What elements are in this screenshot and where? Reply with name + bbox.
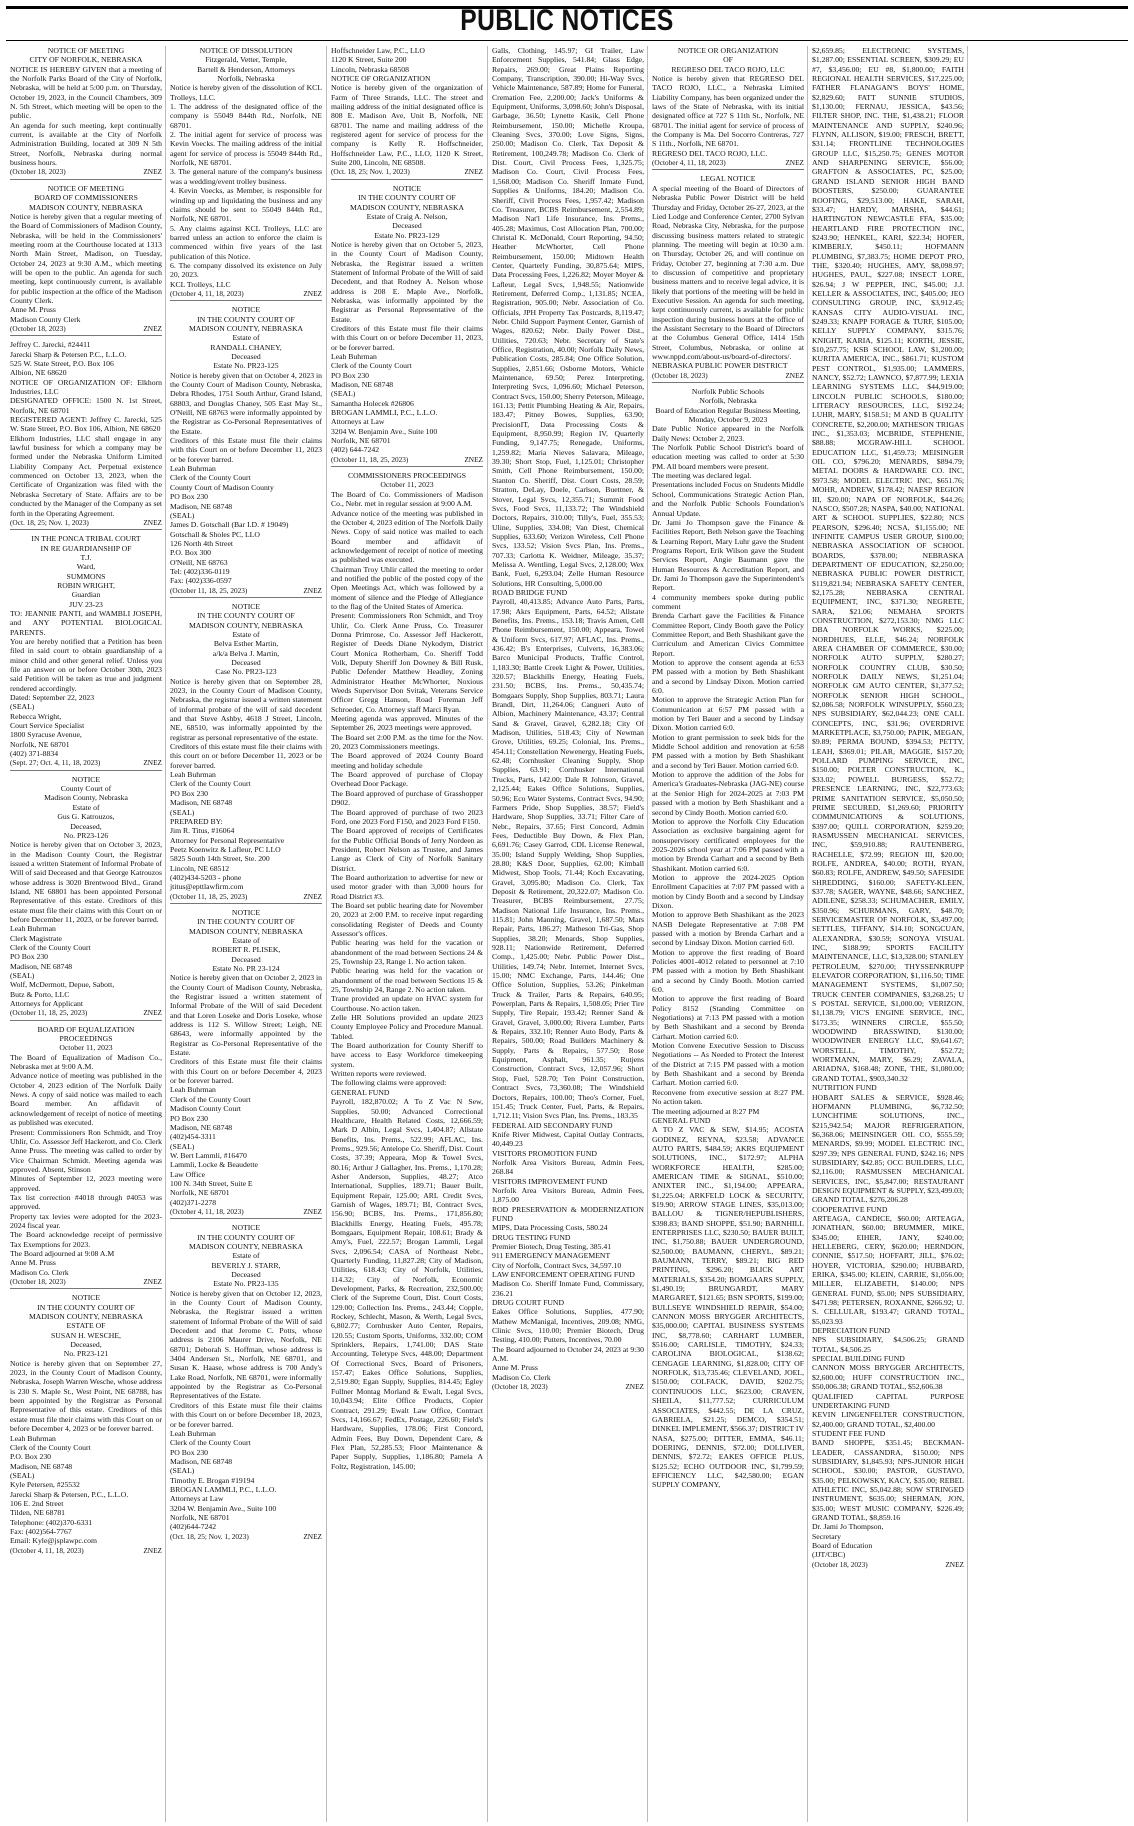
notice-body: The Board of Equalization of Madison Co., Nebraska met at 9:00 A.M. Advance notice of meeting was published in the October 4, 2023 edition of The Norfolk Daily News. A copy of said notice was mailed to each Board member. An affidavit of acknowledgement of receipt of notice of meeting as published was executed. Present: Commissioners Ron Schmidt, and Troy Uhlir, Co. Assessor Jeff Hackerott, and Co. Clerk Anne Pruss. The meeting was called to order by Vice Chairman Schmidt. Meeting agenda was approved. Absent, Stinson Minutes of September 12, 2023 meeting were approved. Tax list correction #4018 through #4053 was approved. Property tax levies were adopted for the 2023-2024 fiscal year. The Board acknowledge receipt of permissive Tax Exemptions for 2023. The Board adjourned at 9:08 A.M Anne M. Pruss Madison Co. Clerk bbox=[10, 1052, 162, 1277]
legal-notice bbox=[331, 184, 483, 467]
legal-notice bbox=[170, 1223, 322, 1543]
notice-heading: NOTICE IN THE COUNTY COURT OF MADISON COUNTY, NEBRASKA Estate of ROBERT R. PLISEK, Deceased Estate No. PR 23-124 bbox=[188, 907, 304, 973]
notice-body: Date Public Notice appeared in the Norfolk Daily News: October 2, 2023. The Norfolk Public School District's board of education meeting was called to order at 5:30 PM. All board members were present. The meeting was declared legal. Presentations included Focus on Students Middle School, Communications Strategic Action Plan, and the Norfolk Public Schools Foundation's Annual Update. Dr. Jami Jo Thompson gave the Finance & Facilities Report, Beth Nelson gave the Teaching & Learning Report, Mary Luhr gave the Student Programs Report, Erik Wilson gave the Student Services Report, Angie Baumann gave the Human Resources & Accreditation Report, and Dr. Jami Jo Thompson gave the Superintendent's Report. 4 community members spoke during public comment Brenda Carhart gave the Facilities & Finance Committee Report, Cindy Booth gave the Policy Committee Report, and Beth Shashikant gave the Curriculum and American Civics Committee Report. Motion to approve the consent agenda at 6:53 PM passed with a motion by Beth Shashikant and a second by Lindsay Dixon. Motion carried 6:0. Motion to approve the Strategic Action Plan for Communication at 6:57 PM passed with a motion by Teri Bauer and a second by Lindsay Dixon. Motion carried 6:0. Motion to grant permission to seek bids for the Middle School addition and renovation at 6:58 PM passed with a motion by Beth Shashikant and a second by Teri Bauer. Motion carried 6:0. Motion to approve the addition of the Jobs for America's Graduates-Nebraska (JAG-NE) course at the Senior High for 2024-2025 at 7:03 PM passed with a motion by Beth Shashikant and a second by Cindy Booth. Motion carried 6:0. Motion to approve the Norfolk City Education Association as exclusive bargaining agent for nonsupervisory certificated employees for the 2025-2026 school year at 7:06 PM passed with a motion by Brenda Carhart and a second by Beth Shashikant. Motion carried 6:0. Motion to approve the 2024-2025 Option Enrollment Capacities at 7:07 PM passed with a motion by Cindy Booth and a second by Lindsay Dixon. Motion to approve Beth Shashikant as the 2023 NASB Delegate Representative at 7:08 PM passed with a motion by Brenda Carhart and a second by Lindsay Dixon. Motion carried 6:0. Motion to approve the first reading of Board Policies 4001-4012 related to personnel at 7:10 PM passed with a motion by Beth Shashikant and a second by Cindy Booth. Motion carried 6:0. Motion to approve the first reading of Board Policy 8152 (Standing Committee on Negotiations) at 7:13 PM passed with a motion by Beth Shashikant and a second by Brenda Carhart. Motion carried 6:0. Motion Convene Executive Session to Discuss Negotiations -- As Needed to Protect the Interest of the District at 7:15 PM passed with a motion by Beth Shashikant and a second by Brenda Carhart. Motion carried 6:0. Reconvene from executive session at 8:27 PM. No action taken. The meeting adjourned at 8:27 PM GENERAL FUND A TO Z VAC & SEW, $14.95; ACOSTA GODINEZ, REYNA, $23.58; ADVANCE AUTO PARTS, $484.59; AKRS EQUIPMENT SOLUTIONS, INC., $172.97; ALPHA WORKFORCE HEALTH, $285.00; AMERICAN TIME & SIGNAL, $510.00; ANIXTER INC., $1,194.00; APPEARA, $1,225.04; ARKFELD LOCK & SECURITY, $19.90; ARROW STAGE LINES, $35,013.00; BALLOU & TIGNER/HEPUBLISHERS, $398.83; BAND SHOPPE, $51.90; BARNHILL ENTERPRISES LLC, $230.50; BAUER BUILT, INC, $1,750.88; BAUER UNDERGROUND, $2,500.00; BAUMANN, CHERYL, $89.21; BAUMANN, TERRY, $89.21; BIG RED PRINTING, $296.20; BLICK ART MATERIALS, $354.20; BOMGAARS SUPPLY, $1,490.19; BRUNGARDT, MARY MARGARET, $121.65; BSN SPORTS, $199.00; BULLSEYE WINDSHIELD REPAIR, $54.00; CANNON MOSS BRYGGER ARCHITECTS, $35,000.00; CAPITAL BUSINESS SYSTEMS INC, $8,778.60; CARHART LUMBER, $516.00; CARLISLE, TIMOTHY, $24.33; CAROLINA BIOLOGICAL, $138.62; CENGAGE LEARNING, $1,828.00; CITY OF NORFOLK, $13,735.46; CLEVELAND, JOEL, $150.00; COLFACK, DAVID, $202.75; CONTINUOOS LLC, $623.00; CRAVEN, SHEILA, $11,777.52; CURRICULUM ASSOCIATES, $442.55; DE LA CRUZ, GABRIELA, $21.25; DEMCO, $354.51; DINKEL IMPLEMENT, $566.37; DISTRICT IV NASA, $275.00; DITTER, EMMA, $46.11; DOERING, DENNIS, $72.00; DOLLIVER, DENNIS, $72.72; EAKES OFFICE PLUS, $125.52; ECHO OUTDOOR INC, $1,799.59; EFFICIENCY LLC, $42,580.00; EGAN SUPPLY COMPANY, bbox=[652, 424, 804, 1490]
column-1 bbox=[10, 46, 162, 1822]
notice-body: TO: JEANNIE PANTI, and WAMBLI JOSEPH, and ANY POTENTIAL BIOLOGICAL PARENTS. You are hereby notified that a Petition has been filed in said court to obtain guardianship of a minor child and other general relief. Unless you file an answer on or before October 30th, 2023 said Petition will be taken as true and judgment rendered accordingly. Dated: September 22, 2023 (SEAL) Rebecca Wright, Court Service Specialist 1800 Syracuse Avenue, Norfolk, NE 68701 (402) 371-8834 bbox=[10, 608, 162, 759]
notice-heading: NOTICE County Court of Madison County, Nebraska Estate of Gus G. Katrouzos, Deceased, No. PR23-126 bbox=[44, 774, 128, 840]
notice-footer bbox=[10, 1277, 162, 1286]
column-4 bbox=[492, 46, 644, 1822]
publication-dates: (October 4, 11, 18, 2023) bbox=[170, 1206, 244, 1216]
notice-heading: NOTICE OF MEETING CITY OF NORFOLK, NEBRASKA bbox=[29, 46, 143, 65]
publication-dates: (October 11, 18, 25, 2023) bbox=[331, 454, 409, 464]
notice-footer bbox=[10, 518, 162, 527]
notice-footer bbox=[10, 167, 162, 176]
notice-footer bbox=[331, 455, 483, 464]
legal-notice bbox=[10, 775, 162, 1021]
legal-notice bbox=[10, 184, 162, 337]
notice-heading: NOTICE OR ORGANIZATION OF REGRESO DEL TACO ROJO, LLC bbox=[671, 46, 785, 74]
legal-notice bbox=[331, 46, 483, 180]
notice-code: ZNEZ bbox=[464, 167, 483, 177]
notice-body: Hoffschneider Law, P.C., LLO 1120 K Street, Suite 200 Lincoln, Nebraska 68508 NOTICE OF ORGANIZATION Notice is hereby given of the organization of Farm of Three Strands, LLC. The street and mailing address of the initial designated office is 808 E. Madison Ave, Unit B, Norfolk, NE 68701. The name and mailing address of the registered agent for service of process for the company is Kelly R. Hoffschneider, Hoffschneider Law, P.C., LLO, 1120 K Street, Suite 200, Lincoln, NE 68508. bbox=[331, 46, 483, 168]
notice-body: Notice is hereby given that on October 5, 2023, in the County Court of Madison County, Nebraska, the Registrar issued a written Statement of Informal Probate of the Will of said Decedent, and that Rodney A. Nelson whose address is 208 E. Maple Ave., Norfolk, Nebraska, was informally appointed by the Registrar as Personal Representative of the Estate. Creditors of this Estate must file their claims with this Court on or before December 11, 2023, or be forever barred. Leah Buhrman Clerk of the County Court PO Box 230 Madison, NE 68748 (SEAL) Samantha Holecek #26806 BROGAN LAMMLI, P.C., L.L.O. Attorneys at Law 3204 W. Benjamin Ave., Suite 100 Norfolk, NE 68701 (402) 644-7242 bbox=[331, 239, 483, 455]
column-divider bbox=[647, 46, 648, 1822]
legal-notice bbox=[170, 305, 322, 598]
page-title: PUBLIC NOTICES bbox=[460, 4, 674, 37]
column-divider bbox=[165, 46, 166, 1822]
notice-code: ZNEZ bbox=[303, 891, 322, 901]
notice-body: Notice is hereby given that on October 12, 2023, in the County Court of Madison County, Nebraska, the Registrar issued a written statement of Informal Probate of the Will of said Decedent and that Jerome C. Potts, whose address is 2106 Maurer Drive, Norfolk, NE 68701; Deborah S. Hoffman, whose address is 3404 Andersen St., Norfolk, NE 68701, and Susan K. Haase, whose address is 700 Andy's Lake Road, Norfolk, NE 68701, were informally appointed by the Registrar as Co-Personal Representatives of the Estate. Creditors of this Estate must file their claims with this Court on or before December 18, 2023, or be forever barred. Leah Buhrman Clerk of the County Court PO Box 230 Madison, NE 68748 (SEAL) Timothy E. Brogan #19194 BROGAN LAMMLI, P.C., L.L.O. Attorneys at Law 3204 W. Benjamin Ave., Suite 100 Norfolk, NE 68701 (402)644-7242 bbox=[170, 1288, 322, 1532]
legal-notice bbox=[652, 387, 804, 1492]
legal-notice bbox=[10, 1025, 162, 1290]
column-2 bbox=[170, 46, 322, 1822]
legal-notice bbox=[812, 46, 964, 1571]
notice-body: $2,659.85; ELECTRONIC SYSTEMS, $1,287.00; ESSENTIAL SCREEN, $309.29; EU #7, $3,456.00; EU #8, $1,800.00; FAITH REGIONAL HEALTH SERVICES, $17,225.00; FATHER FLANAGAN'S BOYS' HOME, $2,829.60; FATT SUNNIE STUDIOS, $1,130.00; FERNAU, JESSICA, $43.56; FILTER SHOP, INC. THE, $1,438.21; FLOOR MAINTENANCE AND SUPPLY, $240.96; FLYNN, ALLISON, $19.00; FRESCH, BRETT, $31.14; FRONTLINE TECHNOLOGIES GROUP LLC, $15,250.75; GENES MOTOR AND SHARPENING SERVICE, $56.00; GRAFTON & ASSOCIATES, PC, $25.00; GRAND ISLAND SENIOR HIGH BAND BOOSTERS, $250.00; GUARANTEE ROOFING, $29,513.00; HAKE, SARAH, $33.47; HARDY, MARSHA, $44.61; HARTINGTON NEWCASTLE FFA, $35.00; HEARTLAND FIRE PROTECTION INC, $243.90; HENKEL, KARI, $22.34; HOFER, KIMBERLY, $450.11; HOFMANN PLUMBING, $7,383.75; HOME DEPOT PRO, THE, $320.40; HUGHES, AMY, $8,098.97; HUGHES, PAUL, $227.08; INSECT LORE, $26.94; J W PEPPER, INC, $45.00; J.J. KELLER & ASSOCIATES, INC, $405.00; JEO CONSULTING GROUP, INC, $3,912.45; KANSAS CITY AUDIO-VISUAL INC, $249.33; KNAPP FORAGE & TURF, $105.00; KELLY SUPPLY COMPANY, $315.76; KNIGHT, KARIA, $125.11; KORTH, JESSIE, $10,257.75; KSB SCHOOL LAW, $1,200.00; KURITA AMERICA, INC., $861.71; KUSTOM PEST CONTROL, $1,935.00; LAMMERS, NANCY, $52.72; LAWNCO, $7,877.99; LEXIA LEARNING SYSTEMS LLC, $44,919.00; LINCOLN PUBLIC SCHOOLS, $180.00; LITERACY RESOURCES, LLC, $192.24; LUHR, MARY, $158.51; M AND B QUALITY CONCRETE, $2,200.00; MATHESON TRIGAS INC., $1,353.03; MCBRIDE, STEPHENIE, $88.88; MCGRAW-HILL SCHOOL EDUCATION LLC, $1,459.73; MEISINGER OIL CO, $796.20; MENARDS, $894.79; METAL DOORS & HARDWARE CO. INC, $973.58; MODEL ELECTRIC INC, $651.76; MOHR, ANDREW, $178.42; NAESP REGION III, $20.00; NAPA OF NORFOLK, $44.26; NASCO, $507.28; NASPA, $40.00; NATIONAL ART & SCHOOL SUPPLIES, $22.80; NCS PEARSON, $296.40; NCSA, $1,155.00; NE INFINITE CAMPUS USER GROUP, $100.00; NEBRASKA ASSOCIATION OF SCHOOL BOARDS, $378.00; NEBRASKA DEPARTMENT OF EDUCATION, $2,250.00; NEBRASKA PUBLIC POWER DISTRICT, $119,821.94; NEBRASKA SAFETY CENTER, $2,175.28; NEBRASKA CENTRAL EQUIPMENT, INC, $371.30; NEGRETE, SARA, $21.06; NEMAHA SPORTS CONSTRUCTION, $272,153.30; NMG LLC DBA NORFOLK WORKS, $225.00; NORDHUES, ELLE, $46.24; NORFOLK AREA CHAMBER OF COMMERCE, $30.00; NORFOLK AUTO SUPPLY, $280.27; NORFOLK COUNTRY CLUB, $30.50; NORFOLK DAILY NEWS, $1,251.04; NORFOLK GM AUTO CENTER, $1,377.52; NORFOLK SENIOR HIGH SCHOOL, $2,086.58; NORFOLK WINSUPPLY, $560.23; NPS SUBSIDIARY, $62,044.23; ONE CALL CONCEPTS, INC, $31.96; OVERDRIVE MARKETPLACE, $3,750.00; PAPIK, MEGAN, $9.89; PERMA BOUND, $394.53; PETTY, LEAH, $369.01; PILAR, MAGGIE, $157.20; POLLARD PUMPING SERVICE, INC, $150.00; POLTER CONSTRUCTION, K., $33.02; POWELL BURGESS, $52.72; PRESENCE LEARNING, INC, $22,773.63; PRIME SANITATION SERVICE, $5,050.50; PRIME SECURED, $1,269.60; PRIORITY COMMUNICATIONS & SOLUTIONS, $397.00; QUILL CORPORATION, $259.20; RASMUSSEN MECHANICAL SERVICES, INC, $59,910.88; RAUTENBERG, RACHELLE, $72.99; REGION III, $20.00; ROLFE, ANDREA, $40.00; ROTH, RYAN, $60.83; ROLFE, ANDREW, $49.50; SAFESIDE SHREDDING, $160.00; SAFETY-KLEEN, $37.78; SAGER, WAYNE, $48.66; SANCHEZ, ADILENE, $258.33; SCHUMACHER, EMILY, $350.96; SCHURMANS, GARY, $48.70; SERVICEMASTER OF NORFOLK, $3,497.00; SETTLES, TIFFANY, $14.10; SONGCUAN, ALEXANDRA, $30.59; SONOYA VISUAL INC, $188.99; SPORTS FACILITY MAINTENANCE, LLC, $13,328.00; STANLEY PETROLEUM, $270.00; THYSSENKRUPP ELEVATOR CORPORATION, $1,116.50; TIME MANAGEMENT SYSTEMS, $1,007.50; TRUCK CENTER COMPANIES, $3,268.25; U S POSTAL SERVICE, $1,000.00; VERIZON, $1,138.79; VIC'S ENGINE SERVICE, INC, $173.35; WINNERS CIRCLE, $55.50; WOODWIND BRASSWIND, $130.00; WOODWINER ENERGY LLC, $9,641.67; WORSTELL, TIMOTHY, $52.72; WORTMANN, MARY, $6.29; ZAVALA, ARIADNA, $168.48; ZONE, THE, $1,080.00; GRAND TOTAL, $903,340.32 NUTRITION FUND HOBART SALES & SERVICE, $928.46; HOFMANN PLUMBING, $6,732.50; LUNCHTIME SOLUTIONS, INC., $215,942.54; MAJOR REFRIGERATION, $6,368.06; MEINSINGER OIL CO, $555.59; MENARDS, $9.99; MODEL ELECTRIC INC, $297.39; NPS GENERAL FUND, $242.16; NPS SUBSIDIARY, $42.85; OCC BUILDERS, LLC, $2,116.00; RASMUSSEN MECHANICAL SERVICES, INC, $5,847.00; RESTAURANT DESIGN EQUIPMENT & SUPPLY, $23,499.03; GRAND TOTAL, $276,206.28 COOPERATIVE FUND ARTEAGA, CANDICE, $60.00; ARTEAGA, JONATHAN, $60.00; BRUMMER, MIKE, $345.00; EIHER, JANY, $240.00; HELLEBERG, CERY, $620.00; HERNDON, CONNIE, $517.50; HOFFART, JILL, $76.02; HOYER, VICTORIA, $290.00; HUBBARD, ERIKA, $345.00; KLEIN, CARRIE, $1,056.00; MILLER, ELIZABETH, $140.00; NPS GENERAL FUND, $5.00; NPS SUBSIDIARY, $471.98; PETERSEN, ROXANNE, $266.92; U. S. CELLULAR, $193.47; GRAND TOTAL, $5,023.93 DEPRECIATION FUND NPS SUBSIDIARY, $4,506.25; GRAND TOTAL, $4,506.25 SPECIAL BUILDING FUND CANNON MOSS BRYGGER ARCHITECTS, $2,600.00; HUFF CONSTRUCTION INC., $50,006.38; GRAND TOTAL, $52,606.38 QUALIFIED CAPITAL PURPOSE UNDERTAKING FUND KEVIN LINGENFELTER CONSTRUCTION, $2,400.00; GRAND TOTAL, $2,400.00 STUDENT FEE FUND BAND SHOPPE, $351.45; BECKMAN-LEADER, CASSANDRA, $150.00; NPS SUBSIDIARY, $1,845.93; NPS-JUNIOR HIGH SCHOOL, $30.00; PASTOR, GUSTAVO, $35.00; PELKOWSKY, KACY, $35.00; REBEL ATHLETIC INC, $5,042.88; SOW STRINGED INSTRUMENT, $635.00; SHERMAN, JON, $35.00; WEST MUSIC COMPANY, $226.49; GRAND TOTAL, $8,859.16 Dr. Jami Jo Thompson, Secretary Board of Education (JJT/CBC) bbox=[812, 46, 964, 1560]
column-3 bbox=[331, 46, 483, 1822]
notice-footer bbox=[492, 1382, 644, 1391]
notice-heading: NOTICE OF MEETING BOARD OF COMMISSIONERS MADISON COUNTY, NEBRASKA bbox=[28, 183, 144, 212]
notice-code: ZNEZ bbox=[785, 158, 804, 168]
notice-code: ZNEZ bbox=[945, 1559, 964, 1569]
notice-body: NOTICE IS HEREBY GIVEN that a meeting of the Norfolk Parks Board of the City of Norfolk, Nebraska, will be held at 5:00 p.m. on Thursday, October 19, 2023, in the Council Chambers, 309 N. 5th Street, which meeting will be open to the public. An agenda for such meeting, kept continually current, is available at the City of Norfolk Administration Building, located at 309 N 5th Street, Norfolk, Nebraska during normal business hours. bbox=[10, 64, 162, 168]
column-divider bbox=[326, 46, 327, 1822]
publication-dates: (October 18, 2023) bbox=[812, 1559, 868, 1569]
notice-heading: NOTICE OF DISSOLUTION Fitzgerald, Vetter, Temple, Bartell & Henderson, Attorneys Norfolk, Nebraska bbox=[197, 46, 295, 84]
legal-notice bbox=[170, 908, 322, 1219]
notice-heading: NOTICE IN THE COUNTY COURT OF MADISON COUNTY, NEBRASKA Estate of Craig A. Nelson, Deceased Estate No. PR23-129 bbox=[349, 183, 465, 240]
notice-code: ZNEZ bbox=[785, 370, 804, 380]
notice-heading: NOTICE IN THE COUNTY COURT OF MADISON COUNTY, NEBRASKA Estate of RANDALL CHANEY, Deceased Estate No. PR23-125 bbox=[188, 305, 304, 371]
notice-heading: NOTICE IN THE COUNTY COURT OF MADISON COUNTY, NEBRASKA ESTATE OF SUSAN H. WESCHE, Deceased, No. PR23-121 bbox=[28, 1293, 144, 1359]
publication-dates: (October 11, 18, 25, 2023) bbox=[170, 891, 248, 901]
notice-heading: IN THE PONCA TRIBAL COURT IN RE GUARDIANSHIP OF T.J. Ward, SUMMONS ROBIN WRIGHT, Guardian JUV 23-23 bbox=[31, 534, 141, 609]
notice-footer bbox=[331, 167, 483, 176]
column-divider bbox=[487, 46, 488, 1822]
legal-notice bbox=[170, 46, 322, 301]
notice-code: ZNEZ bbox=[625, 1382, 644, 1392]
notice-body: The Board of Co. Commissioners of Madison Co., Nebr. met in regular session at 9:00 A.M. Advance notice of the meeting was published in the October 4, 2023 edition of The Norfolk Daily News. Copy of said notice was mailed to each Board member and affidavit of acknowledgement of receipt of notice of meeting as published was executed. Chairman Troy Uhlir called the meeting to order and notified the public of the posted copy of the Open Meetings Act, which was followed by a moment of silence and the Pledge of Allegiance to the flag of the United States of America. Present: Commissioners Ron Schmidt, and Troy Uhlir, Co. Clerk Anne Pruss, Co. Treasurer Donna Primrose, Co. Assessor Jeff Hackerott, Register of Deeds Diane Nykodym, District Court Monica Rotherham, Co. Sheriff Todd Volk, Deputy Sheriff Jon Downey & Bill Rusk, Public Defender Matthew Headley, Zoning Administrator Heather McWhorter, Noxious Weeds Supervisor Don Svitak, Veterans Service Officer Gregg Hanson, Road Foreman Jeff Schroeder, Co. Attorney staff Marci Ryan. Meeting agenda was approved. Minutes of the September 26, 2023 meetings were approved. The Board set 2:00 P.M. as the time for the Nov. 20, 2023 Commissioners meetings. The Board approved of 2024 County Board meeting and holiday schedule The Board approved of purchase of Clopay Overhead Door Package. The Board approved of purchase of Grasshopper D902. The Board approved of purchase of two 2023 Ford, one 2023 Ford F150, and 2023 Ford F150. The Board approved of receipts of Certificates for the Public Official Bonds of Jerry Nordeen as President, Robert Nelson as Trustee, and James Lange as Clerk of City of Norfolk Sanitary District. The Board authorization to advertise for new or used motor grader with than 3,000 hours for Road District #3. The Board set public hearing date for November 20, 2023 at 2:00 P.M. to receive input regarding consolidating Register of Deeds and County Assessor's offices. Public hearing was held for the vacation or abandonment of the road between Sections 24 & 25, Township 23, Range 1. No action taken. Public hearing was held for the vacation or abandonment of the road between Sections 15 & 25, Township 24, Range 2. No action taken. Trane provided an update on HVAC system for Courthouse. No action taken. Zelle HR Solutions provided an update 2023 County Employee Policy and Procedure Manual. Tabled. The Board authorization for County Sheriff to have access to Easy Workforce timekeeping system. Written reports were reviewed. The following claims were approved: GENERAL FUND Payroll, 182,870.02; A To Z Vac N Sew, Supplies, 50.00; Advanced Correctional Healthcare, Health Related Costs, 12,666.59; Mark D Albin, Legal Svcs, 1,404.87; Allstate Benefits, Ins. Prems., 522.99; AFLAC, Ins. Prems., 929.56; Antelope Co. Sheriff, Dist. Court Costs, 37.39; Appeara, Mop & Towel Svcs, 80.16; Arthur J Gallagher, Ins. Prems., 1,170.28; Asher Anderson, Supplies, 48.27; Atco International, Supplies, 189.71; Bauer Built, Equipment Repair, 125.00; ARL Credit Svcs, Garnish of Wages, 189.71; BI, Contract Svcs, 156.90; BCBS, Ins. Prems., 171,856.80; Blackhills Energy, Heating Fuels, 495.78; Bomgaars, Equipment Repair, 108.61; Brady & Amy's, Fuel, 222.57; Brogan Lammli, Legal Svcs, 2,096.54; CASA of Northeast Nebr., Quarterly Funding, 11,827.28; City of Madison, Utilities, 618.43; City of Norfolk, Utilities, 114.32; City of Norfolk, Economic Development, Parks, & Recreation, 232,500.00; Clerk of the Supreme Court, Dist. Court Costs, 129.00; Collection Ins. Prems., 243.44; Copple, Rockey, Schlecht, Mason, & Werth, Legal Svcs, 6,802.77; Cornhusker Auto Center, Repairs, 120.55; Custom Sports, Uniforms, 332.00; COM Sprinklers, Repairs, 1,741.00; DAS State Accounting, Teletype Svcs, 448.00; Department Of Correctional Svcs, Board of Prisoners, 157.47; Eakes Office Solutions, Supplies, 2,519.80; Egan Supply, Supplies, 814.45; Egley Fullner Montag Morland & Ewalt, Legal Svcs, 10,043.94; Elite Office Products, Copier Contract, 291.29; Ewalt Law Office, Contract Svcs, 14,166.67; FedEx, Postage, 226.60; Field's Hardware, Supplies, 178.06; First Concord, Admin Fees, Buy Down, Dependent Care, & Flex Plan, 52,285.53; Floor Maintenance & Paper Supply, Supplies, 1,186.80; Pamela A Foltz, Registration, 145.00; bbox=[331, 489, 483, 1471]
column-5 bbox=[652, 46, 804, 1822]
notice-code: ZNEZ bbox=[303, 1531, 322, 1541]
notice-code: ZNEZ bbox=[303, 288, 322, 298]
publication-dates: (October 18, 2023) bbox=[652, 370, 708, 380]
publication-dates: (Oct. 18, 25; Nov. 1, 2023) bbox=[10, 517, 89, 527]
notice-footer bbox=[170, 1532, 322, 1541]
notice-code: ZNEZ bbox=[143, 167, 162, 177]
notice-body: Notice is hereby given of the dissolution of KCL Trolleys, LLC. 1. The address of the designated office of the company is 55049 844th Rd., Norfolk, NE 68701. 2. The initial agent for service of process was Kevin Voecks. The mailing address of the initial agent for service of process is 55049 844th Rd., Norfolk, NE 68701. 3. The general nature of the company's business was a wedding/event trolley business. 4. Kevin Voecks, as Member, is responsible for winding up and liquidating the business and any claims should be sent to 55049 844th Rd., Norfolk, NE 68701. 5. Any claims against KCL Trolleys, LLC are barred unless an action to enforce the claim is commenced within five years of the last publication of this Notice. 6. The company dissolved its existence on July 20, 2023. KCL Trolleys, LLC bbox=[170, 83, 322, 289]
publication-dates: (October 18, 2023) bbox=[492, 1382, 548, 1392]
notice-heading: Norfolk Public Schools Norfolk, Nebraska Board of Education Regular Business Meeting, Monday, October 9, 2023 bbox=[655, 387, 801, 425]
notice-code: ZNEZ bbox=[303, 1206, 322, 1216]
notice-body: Notice is hereby given that on October 4, 2023 in the County Court of Madison County, Nebraska, Debra Rhodes, 1751 South Arthur, Grand Island, 68803, and Douglas Chaney, 505 East May St., O'Neill, NE 68763 were informally appointed by the Registrar as Co-Personal Representatives of the Estate. Creditors of this Estate must file their claims with this Court on or before December 11, 2023 or be forever barred. Leah Buhrman Clerk of the County Court County Court of Madison County PO Box 230 Madison, NE 68748 (SEAL) James D. Gotschall (Bar I.D. # 19049) Gotschall & Sholes PC, LLO 126 North 4th Street P.O. Box 300 O'Neill, NE 68763 Tel: (402)336-0119 Fax: (402)336-0597 bbox=[170, 370, 323, 586]
notice-code: ZNEZ bbox=[143, 1008, 162, 1018]
notice-heading: BOARD OF EQUALIZATION PROCEEDINGS October 11, 2023 bbox=[37, 1024, 135, 1053]
notice-code: ZNEZ bbox=[464, 454, 483, 464]
notice-heading: NOTICE IN THE COUNTY COURT OF MADISON COUNTY, NEBRASKA Estate of BEVERLY J. STARR, Deceased Estate No. PR23-135 bbox=[188, 1223, 304, 1289]
notice-body: Notice is hereby given that on September 28, 2023, in the County Court of Madison County, Nebraska, the registrar issued a written statement of informal probate of the will of said decedent and that Steve Ashby, 4618 J Street, Lincoln, NE, 68510, was informally appointed by the registrar as personal representative of the estate. Creditors of this estate must file their claims with this court on or before December 11, 2023 or be forever barred. Leah Buhrman Clerk of the County Court PO Box 230 Madison, NE 68748 (SEAL) PREPARED BY: Jim R. Titus, #16064 Attorney for Personal Representative Peetz Koenwitz & Lafleur, PC LLO 5825 South 14th Street, Ste. 200 Lincoln, NE 68512 (402)434-5203 - phone jtitus@epttlawfirm.com bbox=[170, 676, 323, 892]
publication-dates: (Oct. 18, 25; Nov. 1, 2023) bbox=[170, 1531, 249, 1541]
notice-code: ZNEZ bbox=[143, 1277, 162, 1286]
publication-dates: (October 4, 11, 18, 2023) bbox=[170, 288, 244, 298]
publication-dates: (October 18, 2023) bbox=[10, 323, 66, 333]
notice-footer bbox=[170, 1207, 322, 1216]
notice-footer bbox=[170, 892, 322, 901]
notice-code: ZNEZ bbox=[303, 585, 322, 595]
notice-body: Notice is hereby given that on September 27, 2023, in the County Court of Madison County, Nebraska, Joseph Warren Wesche, whose address is 230 S. Maple St., West Point, NE 68788, has been appointed by the Registrar as Personal Representative of this estate. Creditors of this estate must file their claims with this Court on or before December 4, 2023 or be forever barred. Leah Buhrman Clerk of the County Court P.O. Box 230 Madison, NE 68748 (SEAL) Kyle Petersen, #25532 Jarecki Sharp & Petersen, P.C., L.L.O. 106 E. 2nd Street Tilden, NE 68781 Telephone: (402)370-6331 Fax: (402)564-7767 Email: Kyle@jsplawpc.com bbox=[10, 1358, 162, 1546]
publication-dates: (October 11, 18, 25, 2023) bbox=[170, 585, 248, 595]
masthead bbox=[0, 0, 1134, 46]
notice-footer bbox=[812, 1560, 964, 1569]
notice-footer bbox=[10, 758, 162, 767]
legal-notice bbox=[10, 534, 162, 771]
notice-body: Notice is hereby given that REGRESO DEL TACO ROJO, LLC., a Nebraska Limited Liability Company, has been organized under the laws of the State of Nebraska, with its initial designated office at 727 S 11th St., Norfolk, NE 68701. The initial agent for service of process of the Company is Ma. Del Socorro Contreras, 727 S 11th., Norfolk, NE 68701. REGRESO DEL TACO ROJO, LLC. bbox=[652, 74, 804, 158]
masthead-bottom-rule bbox=[6, 40, 1128, 41]
notice-footer bbox=[652, 158, 804, 167]
legal-notice bbox=[170, 602, 322, 904]
publication-dates: (October 18, 2023) bbox=[10, 1277, 66, 1286]
notice-code: ZNEZ bbox=[143, 1545, 162, 1555]
notice-code: ZNEZ bbox=[143, 758, 162, 768]
legal-notice bbox=[492, 46, 644, 1394]
legal-notice bbox=[331, 471, 483, 1473]
notice-body: Notice is hereby given that a regular meeting of the Board of Commissioners of Madison County, Nebraska, will be held in the Commissioners' meeting room at the Courthouse located at 1313 North Main Street, Madison, on Tuesday, October 24, 2023 at 9:30 A.M., which meeting will be open to the public. An agenda for such meeting, kept continuously current, is available for public inspection at the office of the Madison County Clerk. Anne M. Pruss Madison County Clerk bbox=[10, 211, 162, 324]
publication-dates: (October 18, 2023) bbox=[10, 167, 66, 177]
notice-footer bbox=[10, 324, 162, 333]
publication-dates: (October 4, 11, 18, 2023) bbox=[10, 1545, 84, 1555]
column-7 bbox=[972, 46, 1124, 1822]
legal-notice bbox=[10, 1293, 162, 1557]
notice-footer bbox=[170, 289, 322, 298]
publication-dates: (Sept. 27; Oct. 4, 11, 18, 2023) bbox=[10, 758, 101, 768]
notice-code: ZNEZ bbox=[143, 323, 162, 333]
notice-body: Notice is hereby given that on October 2, 2023 in the County Court of Madison County, Nebraska, the Registrar issued a written statement of Informal Probate of the Will of said Decedent and that Loren Loseke and Doris Loseke, whose address is 112 S. Willow Street; Leigh, NE 68643, were informally appointed by the Registrar as Co-Personal Representative of the Estate. Creditors of this Estate must file their claims with this Court on or before December 4, 2023 or be forever barred. Leah Buhrman Clerk of the County Court Madison County Court PO Box 230 Madison, NE 68748 (402)454-3311 (SEAL) W. Bert Lammli, #16470 Lammli, Locke & Beaudette Law Office 100 N. 34th Street, Suite E Norfolk, NE 68701 (402)371-2278 bbox=[170, 973, 323, 1207]
legal-notice bbox=[10, 46, 162, 180]
publication-dates: (October 4, 11, 18, 2023) bbox=[652, 158, 726, 168]
notice-heading: COMMISSIONERS PROCEEDINGS October 11, 2023 bbox=[347, 471, 467, 490]
publication-dates: (October 11, 18, 25, 2023) bbox=[10, 1008, 88, 1018]
column-divider bbox=[967, 46, 968, 1822]
publication-dates: (Oct. 18, 25; Nov. 1, 2023) bbox=[331, 167, 410, 177]
notice-body: Galls, Clothing, 145.97; GI Trailer, Law Enforcement Supplies, 541.84; Glass Edge, Repairs, 269.00; Great Plains Reporting Company, Transcription, 390.00; Hi-Way Svcs, Vehicle Maintenance, 587.89; Home for Funeral, Cremation Fee, 2,200.00; Jack's Uniforms & Equipment, Uniforms, 3,098.60; John's Disposal, Garbage, 36.50; Lynette Kasik, Cell Phone Reimbursement, 150.00; Michelle Kroupa, Cleaning Svcs, 370.00; Love Signs, Signs, 250.00; Madison Co. Clerk, Tax Deposit & Retirement, 100,249.78; Madison Co. Clerk of Dist. Court, Civil Process Fees, 1,325.75; Madison Co. Court, Civil Process Fees, 1,568.00; Madison Co. Sheriff Inmate Fund, Supplies & Uniforms, 184.20; Madison Co. Sheriff, Civil Process Fees, 1,957.42; Madison Co. Treasurer, BCBS Reimbursement, 2,554.89; Madison Nat'l Life Insurance, Ins. Prems., 405.28; Maximus, Cost Allocation Plan, 700.00; Christal K. McDonald, Court Reporting, 94.50; Heather McWhorter, Cell Phone Reimbursement, 150.00; Midtown Health Center, Quarterly Funding, 30,875.64; MIPS, Data Processing Fees, 1,226.82; Moyer Moyer & Lafleur, Legal Svcs, 1,948.55; Nationwide Retirement, Deferred Comp., 1,131.85; NCEA, Registration, 905.00; Nebr. Association of Co. Officials, JPH Property Tax Postcards, 8,119.47; Nebr. Child Support Payment Center, Garnish of Wages, 820.62; Nebr. Daily Power Dist., Utilities, 720.63; Nebr. Secretary of State's Office, Registration, 40.00; Norfolk Daily News, Publication Costs, 285.84; One Office Solution, Supplies, 2,851.66; Osborne Motors, Vehicle Maintenance, 69.50; Perez Interpreting, Interpreting Svcs, 1,096.60; Michael Peterson, Contract Svcs, 150.00; Sherry Peterson, Mileage, 161.13; Pettit Plumbing Heating & Air, Repairs, 183.47; Pitney Bowes, Supplies, 63.90; PrecisionIT, Data Processing Costs & Equipment, 8,950.99; Region IV, Quarterly Funding, 9,147.75; Renegade, Uniforms, 1,259.82; Maria Nieves Salavara, Mileage, 39.30; Short Stop, Fuel, 1,125.01; Christopher Smith, Cell Phone Reimbursement, 150.00; Stanton Co. Sheriff, Dist. Court Costs, 28.59; Stratton, DeLay, Doele, Carlson, Buettner, & Stover, Legal Svcs, 12,355.71; Summit Food Svcs, Food Svcs, 11,133.72; The Windshield Doctors, Repairs, 310.00; Tilly's, Fuel, 355.53; Uline, Supplies, 334.08; Van Diest, Chemical Supplies, 633.60; Verizon Wireless, Cell Phone Svcs, 133.52; Vision Svcs Plan, Ins. Prems., 707.33; Carlotta K. Weidner, Mileage, 35.37; Melissa A. Wentling, Legal Svcs, 2,128.00; Wex Bank, Fuel, 6,293.04; Zelle Human Resource Solutions, HR Consulting, 5,000.00 ROAD BRIDGE FUND Payroll, 40,413.85; Advance Auto Parts, Parts, 17.98; Akrs Equipment, Parts, 64.52; Allstate Benefits, Ins. Prems., 153.18; Travis Amen, Cell Phone Reimbursement, 150.00; Appeara, Towel & Uniform Svcs, 617.97; AFLAC, Ins. Prems., 436.42; B's Enterprises, Culverts, 16,383.06; Barco Municipal Products, Traffic Control, 1,183.30; Battle Creek Light & Power, Utilities, 320.57; Blackhills Energy, Heating Fuels, 231.50; BCBS, Ins. Prems., 50,435.74; Bomgaars Supply, Shop Supplies, 803.71; Laura Brandl, Dirt, 11,264.06; Cangueri Auto of Albion, Machinery Maintenance, 43.37; Central Sand & Gravel, Gravel, 6,282.18; City Of Madison, Utilities, 518.43; City of Newman Grove, Utilities, 69.25; Colonial, Ins. Prems., 454.11; Constellation Newenergy, Heating Fuels, 62.48; Cornhusker Cleaning Supply, Shop Supplies, 63.91; Cornhusker International Trucks, Parts, 142.00; Dale R Johnson, Gravel, 2,125.44; Eakes Office Solutions, Supplies, 50.96; Eco Water Systems, Contract Svcs, 94.90; Farmers Pride, Shop Supplies, 38.57; Field's Hardware, Shop Supplies, 33.71; Filter Care of Nebr., Repairs, 37.65; First Concord, Admin Fees, Deductible Buy Down, & Flex Plan, 6,691.76; Casey Garrod, CDL License Renewal, 35.00; Island Supply Welding, Shop Supplies, 28.80; K&S Door, Supplies, 62.00; Kimball Midwest, Shop Tools, 71.44; Koch Excavating, Gravel, 3,095.80; Madison Co. Clerk, Tax Deposit & Retirement, 20,322.07; Madison Co. Treasurer, BCBS Reimbursement, 27.75; Madison National Life Insurance, Ins. Prems., 115.81; John Manning, Gravel, 1,687.50; Mars Repair, Parts, 186.27; Matheson Tri-Gas, Shop Supplies, 38.20; Menards, Shop Supplies, 928.11; Nationwide Retirement, Deferred Comp., 1,425.00; Nebr. Public Power Dist., Utilities, 149.74; Nebr. Internet, Internet Svcs, 15.00; NMC Exchange, Parts, 144.46; One Office Solution, Supplies, 53.26; Pinkelman Truck & Trailer, Parts & Repairs, 640.95; Powerplan, Parts & Repairs, 1,508.05; Prier Tire Supply, Tire Repair, 193.42; Renner Sand & Gravel, Gravel, 3,000.00; Rivera Lumber, Parts & Repairs, 332.10; Renner Auto Body, Parts & Repairs, 500.00; Road Builders Machinery & Supply, Parts & Repairs, 577.50; Rose Equipment, Asphalt, 961.35; Rutjens Construction, Contract Svcs, 12,057.96; Short Stop, Fuel, 528.70; Ten Point Construction, Contract Svcs, 73,360.08; The Windshield Doctors, Repairs, 100.00; Theo's Corner, Fuel, 151.45; Truck Center, Fuel, Parts, & Repairs, 1,712.11; Vision Svcs Plan, Ins. Prems., 183.35 FEDERAL AID SECONDARY FUND Knife River Midwest, Capital Outlay Contracts, 40,449.23 VISITORS PROMOTION FUND Norfolk Area Visitors Bureau, Admin Fees, 268.84 VISITORS IMPROVEMENT FUND Norfolk Area Visitors Bureau, Admin Fees, 1,875.00 ROD PRESERVATION & MODERNIZATION FUND MIPS, Data Processing Costs, 580.24 DRUG TESTING FUND Premier Biotech, Drug Testing, 385.41 911 EMERGENCY MANAGEMENT City of Norfolk, Contract Svcs, 34,597.10 LAW ENFORCEMENT OPERATING FUND Madison Co. Sheriff Inmate Fund, Commissary, 236.21 DRUG COURT FUND Eakes Office Solutions, Supplies, 477.90; Mathew McManigal, Incentives, 209.08; NMG, Clinic Svcs, 110.00; Premier Biotech, Drug Testing, 410.00; Putters, Incentives, 70.00 The Board adjourned to October 24, 2023 at 9:30 A.M. Anne M. Pruss Madison Co. Clerk bbox=[492, 46, 644, 1382]
legal-notice bbox=[10, 340, 162, 530]
notice-body: Notice is hereby given that on October 3, 2023, in the Madison County Court, the Registrar issued a written Statement of Informal Probate of Will of said Deceased and that George Katrouzos whose address is 3020 Brentwood Blvd., Grand Island, NE 68801 has been appointed Personal Representative of this estate. Creditors of this estate must file their claims with this Court on or before December 11, 2023, or be forever barred. Leah Buhrman Clerk Magistrate Clerk of the County Court PO Box 230 Madison, NE 68748 (SEAL) Wolf, McDermott, Depue, Sabott, Butz & Porto, LLC Attorneys for Applicant bbox=[10, 840, 162, 1009]
notice-heading: NOTICE IN THE COUNTY COURT OF MADISON COUNTY, NEBRASKA Estate of Belva Esther Martin, a/k/a Belva J. Martin, Deceased Case No. PR23-123 bbox=[188, 601, 304, 677]
column-6 bbox=[812, 46, 964, 1822]
legal-notice bbox=[652, 174, 804, 383]
column-divider bbox=[807, 46, 808, 1822]
notice-body: A special meeting of the Board of Directors of Nebraska Public Power District will be held Thursday and Friday, October 26-27, 2023, at the Lied Lodge and Conference Center, 2700 Sylvan Road, Nebraska City, Nebraska, for the purpose discussing business matters related to strategic planning. The meeting will begin at 10:30 a.m. on Thursday, October 26, and will continue on Friday, October 27, beginning at 7:30 a.m. Due to discussion of competitive and proprietary business matters and to receive legal advice, it is likely that portions of the meeting will be held in Executive Session. An agenda for such meeting, kept continuously current, is available for public inspection during business hours at the office of the Assistant Secretary to the Board of Directors at the Columbus General Office, 1414 15th Street, Columbus, Nebraska, or online at www.nppd.com/about-us/board-of-directors/. NEBRASKA PUBLIC POWER DISTRICT bbox=[652, 183, 804, 371]
legal-notice bbox=[652, 46, 804, 170]
notice-code: ZNEZ bbox=[143, 517, 162, 527]
notice-heading: LEGAL NOTICE bbox=[700, 174, 756, 184]
notice-body: Jeffrey C. Jarecki, #24411 Jarecki Sharp & Petersen P.C., L.L.O. 525 W. State Street, P.O. Box 106 Albion, NE 68620 NOTICE OF ORGANIZATION OF: Elkhorn Industries, LLC DESIGNATED OFFICE: 1500 N. 1st Street, Norfolk, NE 68701 REGISTERED AGENT: Jeffrey C. Jarecki, 525 W. State Street, P.O. Box 106, Albion, NE 68620 Elkhorn Industries, LLC shall engage in any lawful business for which a company may be formed under the Nebraska Uniform Limited Liability Company Act. Perpetual existence commenced on October 13, 2023, when the Certificate of Organization was filed with the Nebraska Secretary of State. Affairs are to be conducted by the Manager of the Company as set forth in the Operating Agreement. bbox=[10, 340, 162, 518]
notice-footer bbox=[652, 371, 804, 380]
notice-footer bbox=[10, 1008, 162, 1017]
notice-footer bbox=[10, 1546, 162, 1555]
notice-footer bbox=[170, 586, 322, 595]
